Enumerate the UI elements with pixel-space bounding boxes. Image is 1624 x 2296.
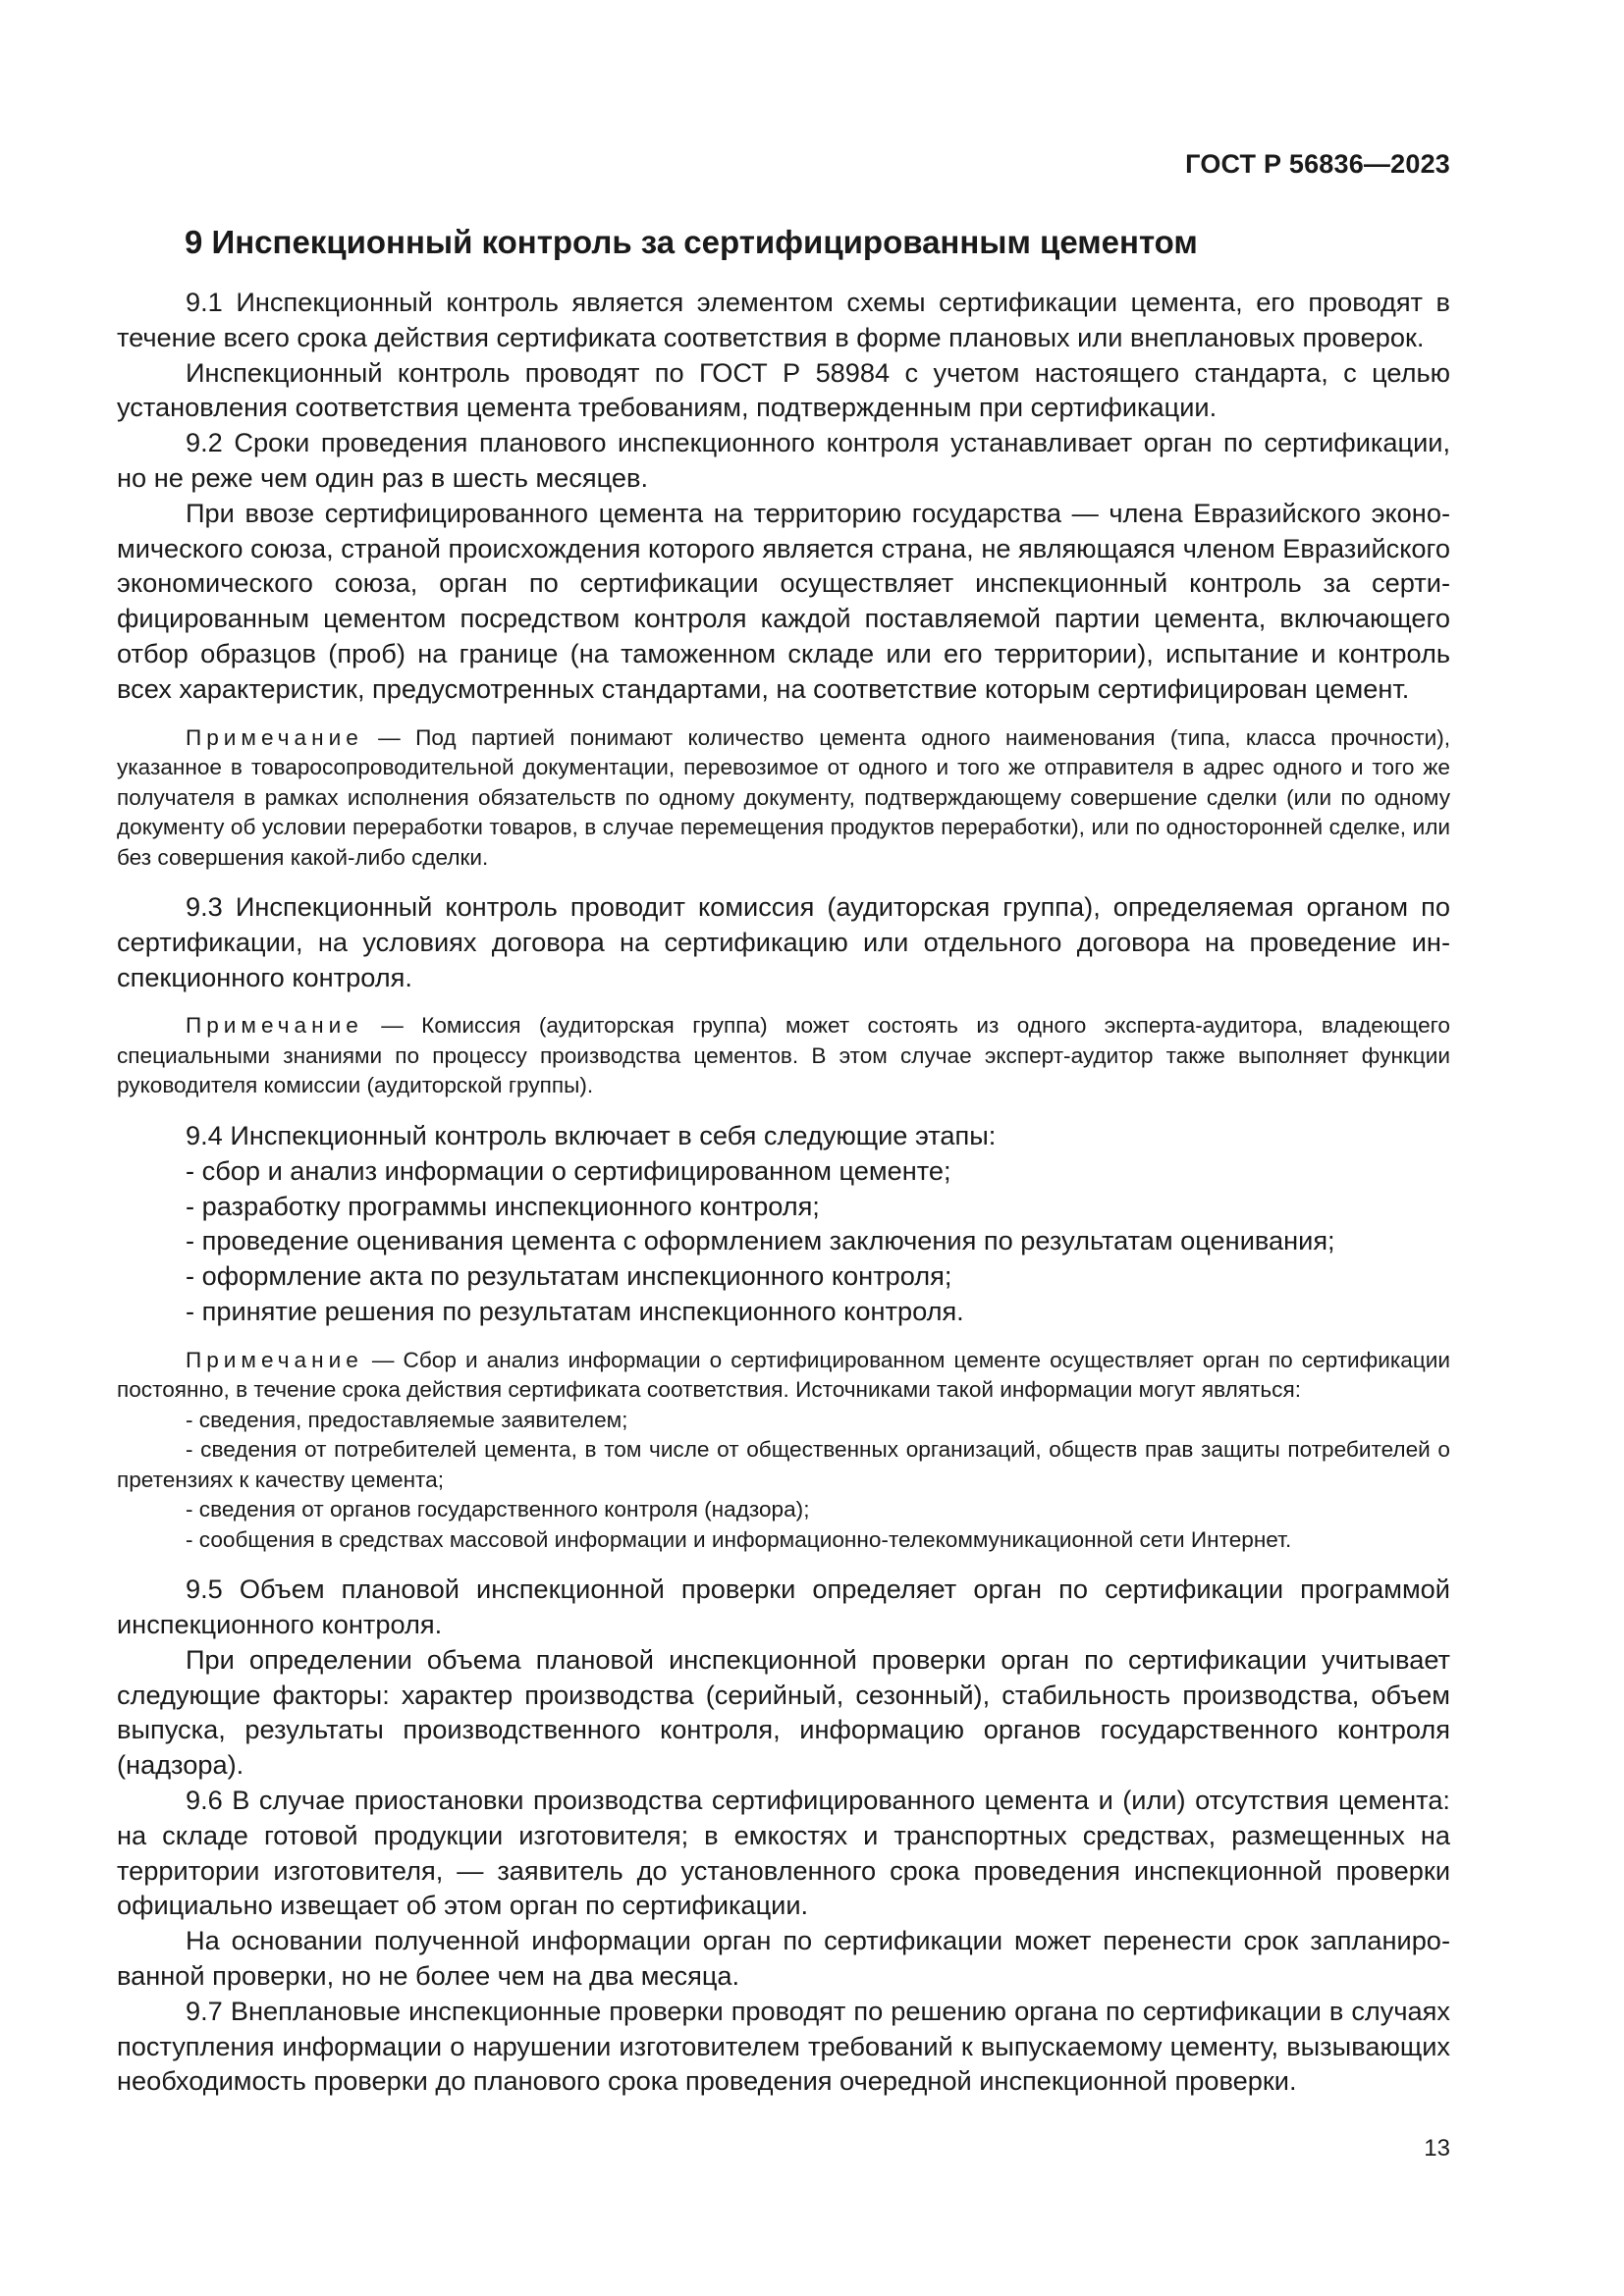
note-label: Примечание <box>186 724 363 750</box>
paragraph-9-2: 9.2 Сроки проведения планового инспекционного контроля устанавливает орган по сертификации, но не реже чем один раз в шесть месяцев. <box>117 427 1450 493</box>
paragraph-9-5-continued: При определении объема плановой инспекционной проверки орган по сертификации учитывает следующие факторы: характер производства (серийный, сезонный), стабильность производства, объем выпуска, результаты производственного контроля, информацию органов государственного контроля (надзора). <box>117 1643 1450 1781</box>
list-item: - проведение оценивания цемента с оформлением заключения по результатам оценивания; <box>186 1225 1335 1256</box>
note-text: — Сбор и анализ информации о сертифицированном цементе осуществляет орган по сертификации постоянно, в течение срока действия сертификата соответствия. Источниками такой информации могут являться: <box>117 1347 1451 1403</box>
note-label: Примечание <box>186 1013 363 1039</box>
page-number: 13 <box>1424 2135 1450 2162</box>
list-item: - сбор и анализ информации о сертифицированном цементе; <box>186 1154 951 1186</box>
list-item: - разработку программы инспекционного контроля; <box>186 1190 820 1221</box>
note-text: — Под партией понимают количество цемента одного наименования (типа, класса прочности), указанное в товаросопроводительной документации, перевозимое от одного и того же отправителя в адрес одного и того же получателя в рамках исполнения обязательств по одному документу, подтверждающему совершение сделки (или по одному документу об условии переработки товаров, в случае перемещения продуктов переработки), или по односторонней сделке, или без совершения какой-либо сделки. <box>117 724 1450 870</box>
document-code: ГОСТ Р 56836—2023 <box>1185 149 1450 179</box>
list-item: - сведения от органов государственного контроля (надзора); <box>186 1497 810 1522</box>
stages-list <box>117 1153 1450 1329</box>
note-3-list <box>117 1406 1450 1556</box>
paragraph-9-1-continued: Инспекционный контроль проводят по ГОСТ Р 58984 с учетом настоящего стандарта, с целью установления соответствия цемента требованиям, подтвержденным при сертификации. <box>117 356 1450 423</box>
paragraph-9-2-continued: При ввозе сертифицированного цемента на территорию государства — члена Евразийского экономического союза, страной происхождения которого является страна, не являющаяся членом Евразийского экономического союза, орган по сертификации осуществляет инспекционный контроль за сертифицированным цементом посредством контроля каждой поставляемой партии цемента, включающего отбор образцов (проб) на границе (на таможенном складе или его территории), испытание и контроль всех характеристик, предусмотренных стандартами, на соответствие которым сертифицирован цемент. <box>117 497 1450 704</box>
paragraph-9-5: 9.5 Объем плановой инспекционной проверки определяет орган по сертификации программой инспекционного контроля. <box>117 1574 1450 1640</box>
paragraph-9-4: 9.4 Инспекционный контроль включает в себя следующие этапы: <box>186 1119 997 1150</box>
list-item: - сведения, предоставляемые заявителем; <box>186 1407 628 1432</box>
note-text: — Комиссия (аудиторская группа) может состоять из одного эксперта-аудитора, владеющего специальными знаниями по процессу производства цементов. В этом случае эксперт-аудитор также выполняет функции руководителя комиссии (аудиторской группы). <box>117 1013 1450 1098</box>
paragraph-9-6: 9.6 В случае приостановки производства сертифицированного цемента и (или) отсутствия цемента: на складе готовой продукции изготовителя; в емкостях и транспортных средствах, размещенных на территории изготовителя, — заявитель до установленного срока проведения инспекционной проверки официально извещает об этом орган по сертификации. <box>117 1785 1450 1921</box>
paragraph-9-3: 9.3 Инспекционный контроль проводит комиссия (аудиторская группа), определяемая органом по сертификации, на условиях договора на сертификацию или отдельного договора на проведение инспекционного контроля. <box>117 891 1450 992</box>
list-item: - оформление акта по результатам инспекционного контроля; <box>186 1260 952 1292</box>
section-title: 9 Инспекционный контроль за сертифицированным цементом <box>185 224 1198 260</box>
note-label: Примечание <box>186 1347 363 1372</box>
list-item: - сообщения в средствах массовой информации и информационно-телекоммуникационной сети Интернет. <box>186 1526 1292 1552</box>
list-item <box>117 1435 1450 1495</box>
paragraph-9-1: 9.1 Инспекционный контроль является элементом схемы сертификации цемента, его проводят в течение всего срока действия сертификата соответствия в форме плановых или внеплановых проверок. <box>117 287 1450 352</box>
note-1 <box>117 723 1450 874</box>
note-2 <box>117 1011 1450 1101</box>
paragraph-9-6-continued: На основании полученной информации орган по сертификации может перенести срок запланированной проверки, но не более чем на два месяца. <box>117 1925 1450 1991</box>
paragraph-9-7: 9.7 Внеплановые инспекционные проверки проводят по решению органа по сертификации в случаях поступления информации о нарушении изготовителем требований к выпускаемому цементу, вызывающих необходимость проверки до планового срока проведения очередной инспекционной проверки. <box>117 1995 1450 2097</box>
document-body <box>117 285 1450 2099</box>
list-item-text: - сведения от потребителей цемента, в том числе от общественных организаций, обществ прав защиты потребителей о претензиях к качеству цемента; <box>117 1437 1450 1492</box>
list-item: - принятие решения по результатам инспекционного контроля. <box>186 1295 964 1326</box>
note-3 <box>117 1346 1450 1406</box>
